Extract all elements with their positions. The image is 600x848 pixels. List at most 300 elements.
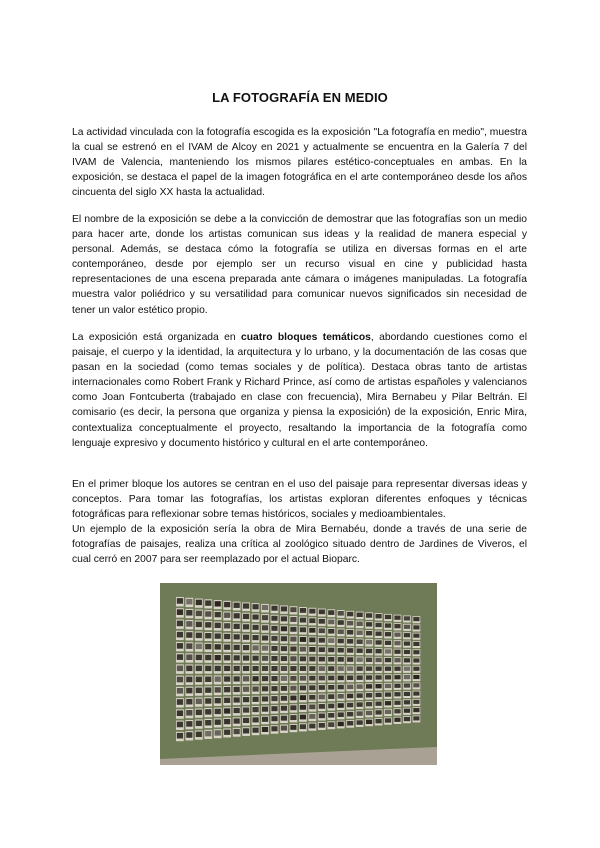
installation-photo-image bbox=[290, 637, 296, 642]
installation-photo-image bbox=[196, 666, 202, 672]
installation-photo-image bbox=[234, 645, 240, 650]
installation-photo-image bbox=[262, 686, 268, 691]
installation-photo-image bbox=[252, 614, 258, 619]
installation-photo-image bbox=[300, 695, 306, 700]
installation-photo-image bbox=[186, 666, 192, 672]
installation-photo-image bbox=[186, 721, 192, 727]
installation-photo-image bbox=[224, 655, 230, 660]
installation-photo-image bbox=[196, 600, 202, 606]
installation-photo-image bbox=[271, 656, 277, 661]
installation-photo-image bbox=[196, 699, 202, 705]
installation-photo-image bbox=[252, 697, 258, 702]
installation-photo-image bbox=[366, 684, 372, 688]
installation-photo-image bbox=[328, 666, 334, 671]
installation-photo-image bbox=[271, 646, 277, 651]
installation-photo-image bbox=[347, 657, 353, 662]
installation-photo-image bbox=[366, 613, 372, 617]
installation-photo-image bbox=[177, 710, 183, 716]
installation-photo-image bbox=[375, 701, 381, 705]
installation-photo-image bbox=[375, 623, 381, 627]
installation-photo-image bbox=[196, 732, 202, 738]
installation-photo-image bbox=[224, 634, 230, 639]
installation-photo-image bbox=[205, 655, 211, 660]
installation-photo-image bbox=[338, 629, 344, 634]
installation-photo-image bbox=[290, 627, 296, 632]
installation-photo-image bbox=[413, 625, 419, 629]
installation-photo-image bbox=[394, 675, 400, 679]
installation-photo-image bbox=[328, 648, 334, 653]
installation-photo-image bbox=[177, 621, 183, 627]
installation-photo-image bbox=[271, 636, 277, 641]
installation-photo-image bbox=[215, 730, 221, 735]
installation-photo-image bbox=[404, 692, 410, 696]
installation-photo-image bbox=[290, 646, 296, 651]
installation-photo-image bbox=[186, 732, 192, 738]
installation-photo-image bbox=[215, 612, 221, 617]
installation-photo-image bbox=[319, 657, 325, 662]
installation-photo-image bbox=[224, 719, 230, 724]
installation-photo-image bbox=[262, 605, 268, 610]
installation-photo-image bbox=[186, 688, 192, 694]
installation-photo-image bbox=[252, 635, 258, 640]
installation-photo-image bbox=[186, 621, 192, 627]
installation-photo-image bbox=[375, 675, 381, 679]
installation-photo-image bbox=[234, 708, 240, 713]
installation-photo-image bbox=[347, 639, 353, 644]
paragraph-organization bbox=[72, 330, 527, 451]
installation-photo-image bbox=[281, 656, 287, 661]
installation-photo-image bbox=[366, 711, 372, 715]
installation-photo-image bbox=[196, 677, 202, 683]
installation-photo-image bbox=[413, 700, 419, 704]
installation-photo-image bbox=[290, 666, 296, 671]
installation-photo-image bbox=[281, 696, 287, 701]
paragraph-example: Un ejemplo de la exposición sería la obra de Mira Bernabéu, donde a través de una serie de fotografías de paisajes, realiza una crítica al zoológico situado dentro de Jardines de Viveros, el cual cerró en 2007 para ser reemplazado por el actual Bioparc. bbox=[72, 524, 527, 566]
installation-photo-image bbox=[309, 637, 315, 642]
installation-photo-image bbox=[347, 630, 353, 635]
installation-photo-image bbox=[366, 720, 372, 724]
installation-photo-image bbox=[177, 609, 183, 615]
installation-photo-image bbox=[366, 702, 372, 706]
installation-photo-image bbox=[404, 625, 410, 629]
installation-photo-image bbox=[196, 721, 202, 727]
installation-photo-image bbox=[357, 622, 363, 626]
installation-photo-image bbox=[404, 717, 410, 721]
installation-photo-image bbox=[338, 611, 344, 616]
bold-thematic-blocks: cuatro bloques temáticos bbox=[241, 332, 371, 343]
installation-photo-image bbox=[375, 684, 381, 688]
installation-photo-image bbox=[404, 683, 410, 687]
installation-photo-image bbox=[262, 646, 268, 651]
installation-photo-image bbox=[186, 610, 192, 616]
installation-photo-image bbox=[290, 696, 296, 701]
installation-photo-image bbox=[224, 613, 230, 618]
installation-photo-image bbox=[281, 676, 287, 681]
installation-photo-image bbox=[300, 676, 306, 681]
installation-photo-image bbox=[281, 616, 287, 621]
installation-photo-image bbox=[300, 647, 306, 652]
installation-photo-image bbox=[281, 686, 287, 691]
paragraph-exhibition-name: El nombre de la exposición se debe a la convicción de demostrar que las fotografías son un medio para hacer arte, donde los artistas comunican sus ideas y la realidad de manera especial y personal. Además, se destaca cómo la fotografía se utiliza en diversas formas en el arte contemporáneo, desde por ejemplo ser un recurso visual en cine y publicidad hasta representaciones de una escena preparada ante cámara o imágenes manipuladas. La fotografía muestra valor poliédrico y su versatilidad para comunicar nuevos significados sin necesidad de tener un valor estético propio. bbox=[72, 214, 527, 316]
installation-photo-image bbox=[347, 612, 353, 617]
installation-photo-image bbox=[328, 722, 334, 727]
installation-photo-image bbox=[404, 633, 410, 637]
installation-photo-image bbox=[177, 677, 183, 683]
installation-photo-image bbox=[357, 711, 363, 715]
paragraph-landscape: En el primer bloque los autores se centran en el uso del paisaje para representar diversas ideas y conceptos. Para tomar las fotografías, los artistas exploran diferentes enfoques y técnicas fotográficas para reflexionar sobre temas históricos, sociales y medioambientales. bbox=[72, 479, 527, 521]
installation-photo-image bbox=[224, 676, 230, 681]
installation-photo-image bbox=[347, 621, 353, 626]
installation-photo-image bbox=[271, 696, 277, 701]
installation-photo-image bbox=[375, 632, 381, 636]
installation-photo-image bbox=[319, 676, 325, 681]
installation-photo-image bbox=[262, 717, 268, 722]
installation-photo-image bbox=[375, 667, 381, 671]
installation-photo-image bbox=[357, 684, 363, 688]
installation-photo-image bbox=[385, 710, 391, 714]
installation-photo-image bbox=[328, 713, 334, 718]
installation-photo-image bbox=[385, 684, 391, 688]
document-title: LA FOTOGRAFÍA EN MEDIO bbox=[212, 90, 388, 105]
installation-photo-image bbox=[234, 729, 240, 734]
installation-photo-image bbox=[300, 705, 306, 710]
installation-photo-image bbox=[413, 650, 419, 654]
installation-photo-image bbox=[234, 666, 240, 671]
installation-photo-image bbox=[215, 709, 221, 714]
installation-photo-image bbox=[319, 704, 325, 709]
installation-photo-image bbox=[234, 687, 240, 692]
installation-photo-image bbox=[347, 648, 353, 653]
installation-photo-image bbox=[205, 600, 211, 605]
installation-photo-image bbox=[328, 676, 334, 681]
installation-photo-image bbox=[290, 705, 296, 710]
installation-photo-image bbox=[319, 695, 325, 700]
installation-photo-image bbox=[375, 649, 381, 653]
installation-photo-image bbox=[290, 656, 296, 661]
installation-photo-image bbox=[271, 606, 277, 611]
installation-photo-image bbox=[234, 624, 240, 629]
installation-photo-image bbox=[281, 646, 287, 651]
installation-photo-image bbox=[243, 718, 249, 723]
installation-photo-image bbox=[366, 675, 372, 679]
installation-photo-image bbox=[413, 617, 419, 621]
installation-photo-image bbox=[357, 657, 363, 661]
installation-photo-image bbox=[234, 613, 240, 618]
installation-photo-image bbox=[215, 623, 221, 628]
installation-photo-image bbox=[319, 685, 325, 690]
installation-photo-image bbox=[338, 703, 344, 708]
installation-photo-image bbox=[234, 634, 240, 639]
installation-photo-image bbox=[300, 724, 306, 729]
installation-photo-image bbox=[404, 675, 410, 679]
installation-photo-image bbox=[385, 632, 391, 636]
installation-photo-image bbox=[252, 604, 258, 609]
installation-photo-image bbox=[347, 685, 353, 690]
installation-photo-image bbox=[234, 603, 240, 608]
installation-photo-image bbox=[309, 695, 315, 700]
installation-photo-image bbox=[394, 684, 400, 688]
installation-photo-image bbox=[366, 640, 372, 644]
installation-photo-image bbox=[205, 720, 211, 725]
installation-photo-image bbox=[338, 620, 344, 625]
installation-photo-image bbox=[196, 655, 202, 661]
installation-photo-image bbox=[413, 642, 419, 646]
installation-photo-image bbox=[205, 687, 211, 692]
installation-photo-image bbox=[309, 628, 315, 633]
installation-photo-image bbox=[394, 701, 400, 705]
paragraph-organization-rest: , abordando cuestiones como el paisaje, el cuerpo y la identidad, la arquitectura y lo urbano, y la documentación de las cosas que pasan en la sociedad (como temas sociales y de política). Destaca obras tanto de artistas internacionales como Robert Frank y Richard Prince, así como de artistas españoles y valencianos como Joan Fontcuberta (trabajado en clase con frecuencia), Mira Bernabeu y Pilar Beltrán. El comisario (es decir, la persona que organiza y piensa la exposición) de la exposición, Enric Mira, contextualiza conceptualmente el proyecto, resaltando la importancia de la fotografía como lenguaje expresivo y documento histórico y cultural en el arte contemporáneo. bbox=[72, 332, 527, 449]
installation-photo-image bbox=[215, 698, 221, 703]
installation-photo-image bbox=[385, 615, 391, 619]
installation-photo-image bbox=[319, 628, 325, 633]
installation-photo-image bbox=[394, 650, 400, 654]
installation-photo-image bbox=[290, 686, 296, 691]
installation-photo-image bbox=[177, 654, 183, 660]
installation-photo-image bbox=[375, 693, 381, 697]
installation-photo-image bbox=[385, 675, 391, 679]
installation-photo-image bbox=[243, 707, 249, 712]
installation-photo-image bbox=[413, 634, 419, 638]
installation-photo-image bbox=[177, 699, 183, 705]
installation-photo-image bbox=[262, 727, 268, 732]
paragraph-first-block bbox=[72, 477, 527, 568]
installation-photo-image bbox=[394, 667, 400, 671]
installation-photo-image bbox=[375, 710, 381, 714]
installation-photo-image bbox=[262, 615, 268, 620]
installation-photo-image bbox=[177, 666, 183, 672]
installation-photo-image bbox=[262, 666, 268, 671]
installation-photo-image bbox=[309, 685, 315, 690]
installation-photo-image bbox=[224, 687, 230, 692]
installation-photo-image bbox=[215, 687, 221, 692]
installation-photo-image bbox=[366, 666, 372, 670]
installation-photo-image bbox=[394, 718, 400, 722]
installation-photo-image bbox=[300, 637, 306, 642]
installation-photo-image bbox=[234, 676, 240, 681]
installation-photo-image bbox=[338, 685, 344, 690]
installation-photo-image bbox=[413, 667, 419, 671]
installation-photo-image bbox=[252, 625, 258, 630]
paragraph-intro: La actividad vinculada con la fotografía escogida es la exposición "La fotografía en medio", muestra la cual se estrenó en el IVAM de Alcoy en 2021 y actualmente se encuentra en la Galería 7 del IVAM de Valencia, manteniendo los mismos pilares estético-conceptuales en ambas. En la exposición, se destaca el papel de la imagen fotográfica en el arte contemporáneo desde los años cincuenta del siglo XX hasta la actualidad. bbox=[72, 127, 527, 199]
installation-photo-image bbox=[404, 667, 410, 671]
installation-photo-image bbox=[319, 714, 325, 719]
installation-photo-image bbox=[394, 616, 400, 620]
installation-photo-image bbox=[243, 687, 249, 692]
installation-photo-image bbox=[243, 666, 249, 671]
installation-photo-image bbox=[224, 698, 230, 703]
installation-photo-image bbox=[328, 620, 334, 625]
installation-photo-image bbox=[385, 692, 391, 696]
installation-photo-image bbox=[290, 676, 296, 681]
installation-photo-image bbox=[309, 647, 315, 652]
installation-photo-image bbox=[357, 666, 363, 670]
installation-photo-image bbox=[338, 694, 344, 699]
installation-photo-image bbox=[205, 633, 211, 638]
installation-photo-image bbox=[290, 715, 296, 720]
installation-photo-image bbox=[413, 716, 419, 720]
installation-photo-image bbox=[366, 649, 372, 653]
installation-photo-image bbox=[243, 655, 249, 660]
installation-photo-image bbox=[328, 704, 334, 709]
installation-photo-image bbox=[394, 692, 400, 696]
installation-photo-image bbox=[404, 709, 410, 713]
exhibition-photo bbox=[160, 583, 437, 765]
installation-photo-image bbox=[252, 656, 258, 661]
installation-photo-image bbox=[319, 647, 325, 652]
installation-photo-image bbox=[338, 657, 344, 662]
installation-photo-image bbox=[215, 644, 221, 649]
installation-photo-image bbox=[404, 641, 410, 645]
installation-photo-image bbox=[271, 626, 277, 631]
installation-photo-image bbox=[186, 643, 192, 649]
installation-photo-image bbox=[357, 702, 363, 706]
installation-photo-image bbox=[319, 609, 325, 614]
installation-photo-image bbox=[224, 623, 230, 628]
installation-photo-image bbox=[215, 601, 221, 606]
installation-photo-image bbox=[385, 649, 391, 653]
installation-photo-image bbox=[177, 733, 183, 739]
installation-photo-image bbox=[375, 719, 381, 723]
installation-photo-image bbox=[328, 629, 334, 634]
installation-photo-image bbox=[404, 700, 410, 704]
installation-photo-image bbox=[281, 716, 287, 721]
installation-photo-image bbox=[404, 650, 410, 654]
exhibition-photo-image bbox=[160, 583, 437, 765]
installation-photo-image bbox=[300, 686, 306, 691]
installation-photo-image bbox=[252, 717, 258, 722]
installation-photo-image bbox=[385, 701, 391, 705]
installation-photo-image bbox=[394, 641, 400, 645]
installation-photo-image bbox=[385, 718, 391, 722]
installation-photo-image bbox=[385, 667, 391, 671]
installation-photo-image bbox=[357, 720, 363, 724]
installation-photo-image bbox=[300, 715, 306, 720]
installation-photo-image bbox=[196, 611, 202, 617]
installation-photo-image bbox=[281, 606, 287, 611]
installation-photo-image bbox=[309, 618, 315, 623]
installation-photo-image bbox=[186, 699, 192, 705]
installation-photo-image bbox=[357, 693, 363, 697]
installation-photo-image bbox=[196, 633, 202, 639]
installation-photo-image bbox=[300, 656, 306, 661]
installation-photo-image bbox=[205, 698, 211, 703]
installation-photo-image bbox=[328, 685, 334, 690]
installation-photo-image bbox=[366, 631, 372, 635]
installation-photo-image bbox=[338, 666, 344, 671]
installation-photo-image bbox=[347, 666, 353, 671]
installation-photo-image bbox=[413, 683, 419, 687]
installation-photo-image bbox=[243, 603, 249, 608]
installation-photo-image bbox=[319, 619, 325, 624]
installation-photo-image bbox=[205, 611, 211, 616]
installation-photo-image bbox=[404, 616, 410, 620]
installation-photo-image bbox=[205, 677, 211, 682]
installation-photo-image bbox=[243, 728, 249, 733]
installation-photo-image bbox=[271, 666, 277, 671]
installation-photo-image bbox=[328, 638, 334, 643]
installation-photo-image bbox=[394, 633, 400, 637]
installation-photo-image bbox=[215, 666, 221, 671]
installation-photo-image bbox=[243, 614, 249, 619]
installation-photo-image bbox=[328, 657, 334, 662]
installation-photo-image bbox=[290, 607, 296, 612]
installation-photo-image bbox=[177, 598, 183, 604]
installation-photo-image bbox=[385, 658, 391, 662]
installation-photo-image bbox=[328, 610, 334, 615]
installation-photo-image bbox=[186, 599, 192, 605]
installation-photo-image bbox=[243, 635, 249, 640]
installation-photo-image bbox=[413, 708, 419, 712]
installation-photo-image bbox=[385, 623, 391, 627]
installation-photo-image bbox=[196, 710, 202, 716]
installation-photo-image bbox=[271, 726, 277, 731]
installation-photo-image bbox=[177, 688, 183, 694]
installation-photo-image bbox=[252, 676, 258, 681]
installation-photo-image bbox=[347, 712, 353, 717]
installation-photo-image bbox=[281, 706, 287, 711]
installation-photo-image bbox=[309, 666, 315, 671]
installation-photo-image bbox=[290, 725, 296, 730]
installation-photo-image bbox=[366, 693, 372, 697]
paragraph-organization-start: La exposición está organizada en bbox=[72, 332, 242, 343]
installation-photo-image bbox=[338, 722, 344, 727]
installation-photo-image bbox=[319, 666, 325, 671]
installation-photo-image bbox=[347, 675, 353, 680]
installation-photo-image bbox=[262, 625, 268, 630]
installation-photo-image bbox=[215, 655, 221, 660]
installation-photo-image bbox=[186, 710, 192, 716]
installation-photo-image bbox=[271, 616, 277, 621]
installation-photo-image bbox=[394, 624, 400, 628]
installation-photo-image bbox=[300, 627, 306, 632]
installation-photo-image bbox=[252, 645, 258, 650]
installation-photo-image bbox=[196, 644, 202, 650]
installation-photo-image bbox=[271, 686, 277, 691]
installation-photo-image bbox=[262, 635, 268, 640]
installation-photo-image bbox=[271, 706, 277, 711]
installation-photo-image bbox=[281, 636, 287, 641]
installation-photo-image bbox=[215, 676, 221, 681]
installation-photo-image bbox=[252, 666, 258, 671]
installation-photo-image bbox=[347, 694, 353, 699]
installation-photo-image bbox=[205, 709, 211, 714]
installation-photo-image bbox=[205, 622, 211, 627]
installation-photo-image bbox=[300, 618, 306, 623]
installation-photo-image bbox=[243, 697, 249, 702]
installation-photo-image bbox=[338, 639, 344, 644]
installation-photo-image bbox=[205, 644, 211, 649]
installation-photo-image bbox=[224, 708, 230, 713]
installation-photo-image bbox=[394, 658, 400, 662]
installation-photo-image bbox=[177, 722, 183, 728]
installation-photo-image bbox=[271, 716, 277, 721]
installation-photo-image bbox=[319, 638, 325, 643]
installation-photo-image bbox=[338, 648, 344, 653]
installation-photo-image bbox=[262, 676, 268, 681]
installation-photo-image bbox=[309, 657, 315, 662]
installation-photo-image bbox=[262, 707, 268, 712]
installation-photo-image bbox=[281, 726, 287, 731]
installation-photo-image bbox=[347, 703, 353, 708]
installation-photo-image bbox=[215, 633, 221, 638]
installation-photo-image bbox=[196, 688, 202, 694]
installation-photo-image bbox=[375, 640, 381, 644]
installation-photo-image bbox=[234, 718, 240, 723]
installation-photo-image bbox=[281, 626, 287, 631]
installation-photo-image bbox=[347, 721, 353, 726]
installation-photo-image bbox=[224, 666, 230, 671]
installation-photo-image bbox=[309, 704, 315, 709]
